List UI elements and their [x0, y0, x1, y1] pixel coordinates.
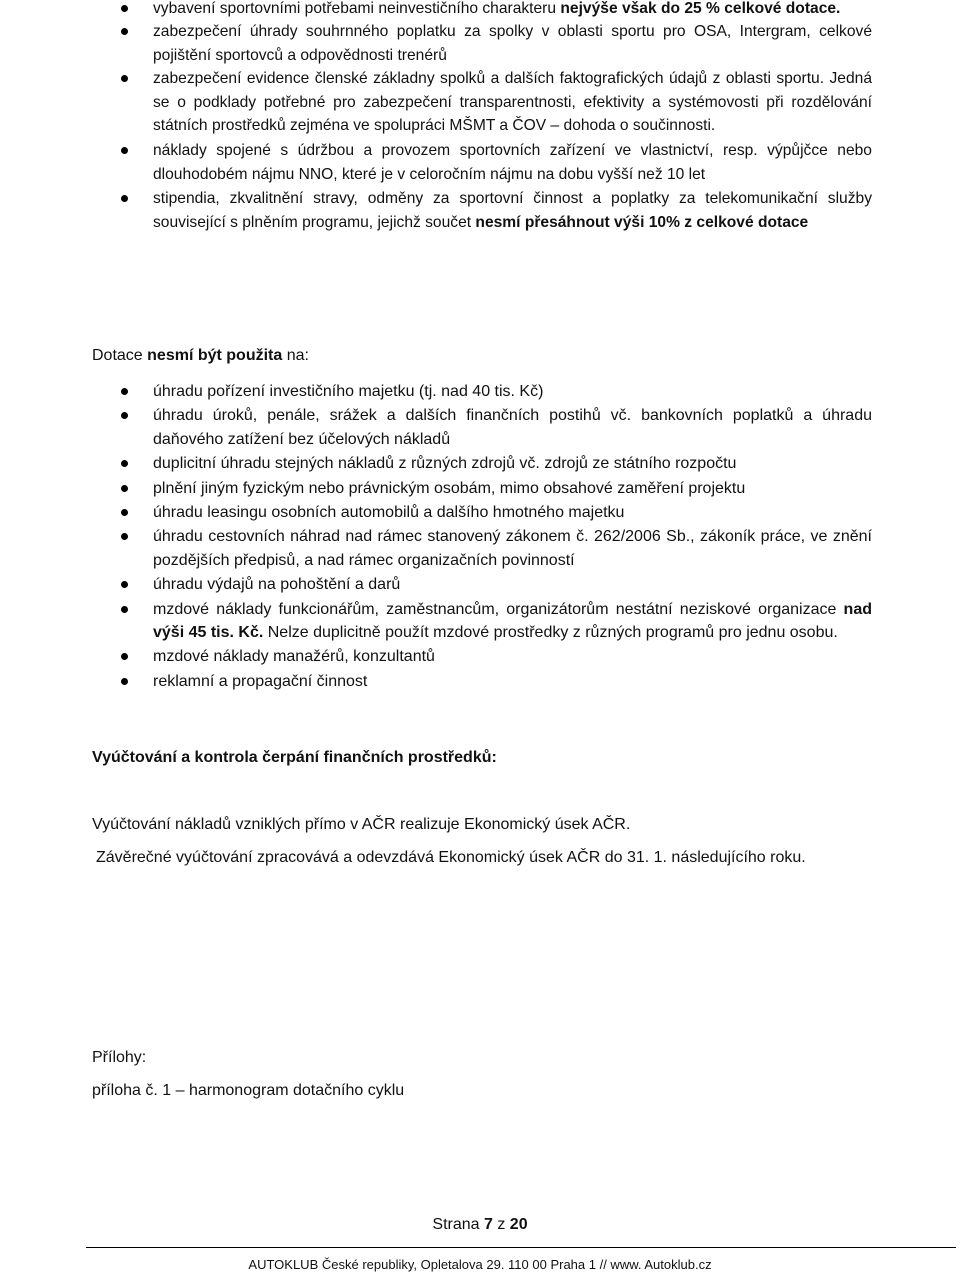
list-item: stipendia, zkvalitnění stravy, odměny za sportovní činnost a poplatky za telekomunikační služby související s plněním programu, jejichž součet nesmí přesáhnout výši 10% z celkové dotace [0, 187, 960, 234]
list-item: úhradu cestovních náhrad nad rámec stanovený zákonem č. 262/2006 Sb., zákoník práce, ve znění pozdějších předpisů, a nad rámec organizačních povinností [0, 525, 960, 572]
attachments-label: Přílohy: [92, 1049, 147, 1066]
list-item: mzdové náklady manažérů, konzultantů [0, 645, 960, 668]
list-item: mzdové náklady funkcionářům, zaměstnancům, organizátorům nestátní neziskové organizace nad výši 45 tis. Kč. Nelze duplicitně použít mzdové prostředky z různých programů pro jednu osobu. [0, 598, 960, 645]
list-item: úhradu pořízení investičního majetku (tj. nad 40 tis. Kč) [0, 380, 960, 403]
forbidden-uses-list [0, 380, 960, 693]
list-item: zabezpečení evidence členské základny spolků a dalších faktografických údajů z oblasti sportu. Jedná se o podklady potřebné pro zabezpečení transparentnosti, efektivity a systémovosti při rozdělování státních prostředků zejména ve spolupráci MŠMT a ČOV – dohoda o součinnosti. [0, 67, 960, 137]
list-item: náklady spojené s údržbou a provozem sportovních zařízení ve vlastnictví, resp. výpůjčce nebo dlouhodobém nájmu NNO, které je v celoročním nájmu na dobu vyšší než 10 let [0, 139, 960, 186]
footer-divider [86, 1247, 956, 1248]
page-number: Strana 7 z 20 [432, 1216, 528, 1233]
list-item: úhradu leasingu osobních automobilů a dalšího hmotného majetku [0, 501, 960, 524]
forbidden-uses-heading: Dotace nesmí být použita na: [92, 347, 309, 364]
footer-address: AUTOKLUB České republiky, Opletalova 29. 110 00 Praha 1 // www. Autoklub.cz [248, 1257, 712, 1272]
allowed-costs-list [0, 0, 960, 234]
attachment-item: příloha č. 1 – harmonogram dotačního cyklu [92, 1082, 405, 1099]
list-item: plnění jiným fyzickým nebo právnickým osobám, mimo obsahové zaměření projektu [0, 477, 960, 500]
list-item: reklamní a propagační činnost [0, 670, 960, 693]
list-item: vybavení sportovními potřebami neinvestičního charakteru nejvýše však do 25 % celkové dotace. [0, 0, 960, 20]
billing-heading: Vyúčtování a kontrola čerpání finančních prostředků: [92, 749, 497, 766]
billing-paragraph-1: Vyúčtování nákladů vzniklých přímo v AČR realizuje Ekonomický úsek AČR. [92, 816, 631, 833]
list-item: duplicitní úhradu stejných nákladů z různých zdrojů vč. zdrojů ze státního rozpočtu [0, 452, 960, 475]
billing-paragraph-2: Závěrečné vyúčtování zpracovává a odevzdává Ekonomický úsek AČR do 31. 1. následujícího roku. [96, 849, 806, 866]
list-item: úhradu úroků, penále, srážek a dalších finančních postihů vč. bankovních poplatků a úhradu daňového zatížení bez účelových nákladů [0, 404, 960, 451]
list-item: úhradu výdajů na pohoštění a darů [0, 573, 960, 596]
list-item: zabezpečení úhrady souhrnného poplatku za spolky v oblasti sportu pro OSA, Intergram, celkové pojištění sportovců a odpovědnosti trenérů [0, 20, 960, 67]
